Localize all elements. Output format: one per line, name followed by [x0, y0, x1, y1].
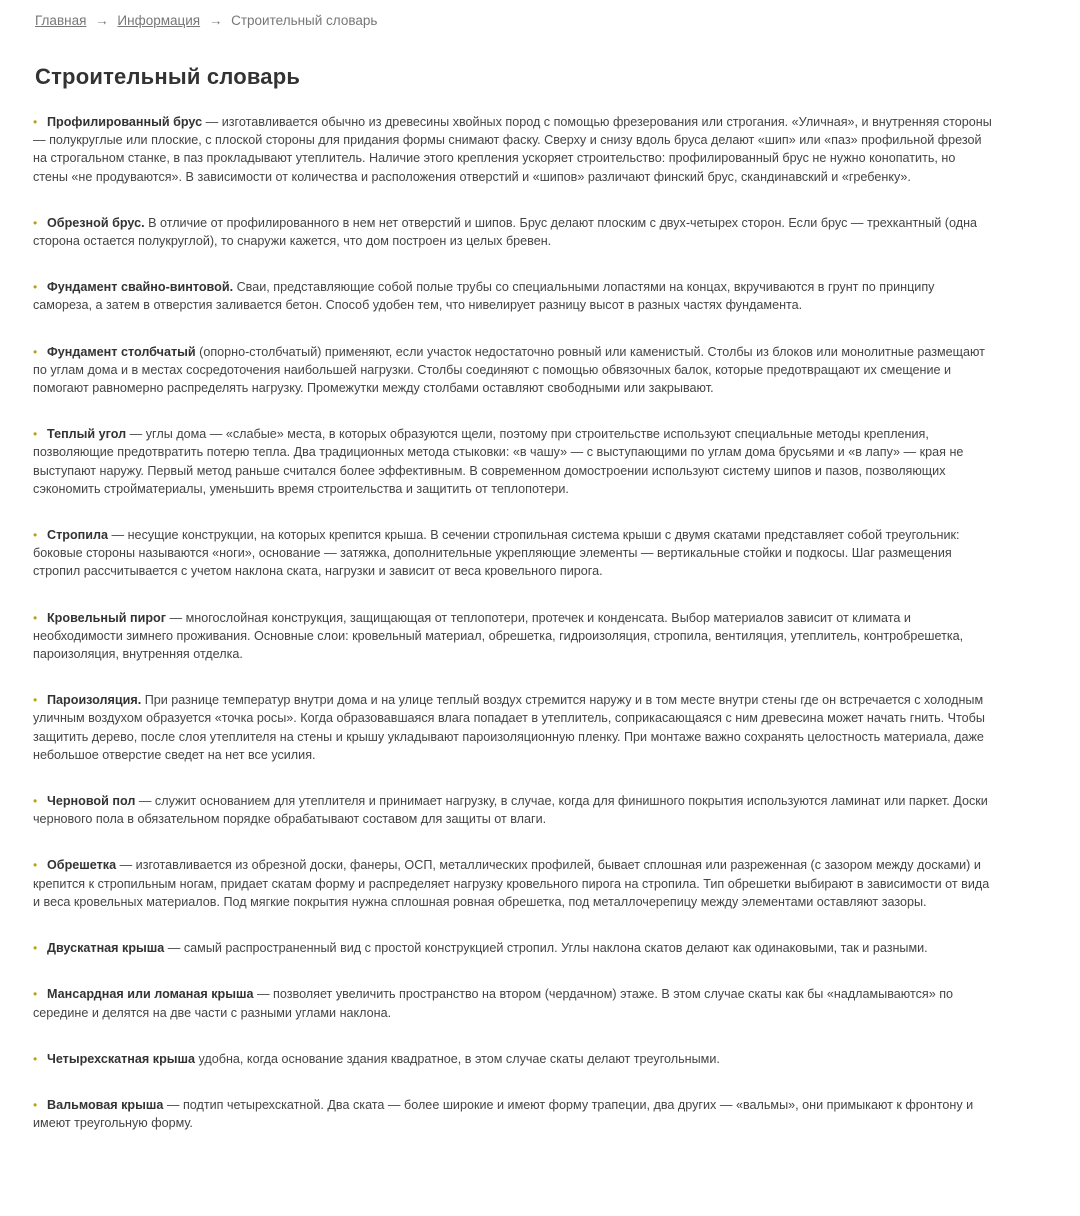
bullet-icon: • [33, 280, 38, 295]
glossary-entry [33, 856, 993, 911]
breadcrumb [35, 12, 377, 30]
glossary-definition: — многослойная конструкция, защищающая от теплопотери, протечек и конденсата. Выбор материалов зависит от климата и необходимости зимнего проживания. Основные слои: кровельный материал, обрешетка, гидроизоляция, стропила, вентиляция, утеплитель, контробрешетка, пароизоляция, внутренняя отделка. [33, 610, 964, 662]
glossary-term: Вальмовая крыша [47, 1097, 164, 1112]
bullet-icon: • [33, 528, 38, 543]
glossary-definition: (опорно-столбчатый) применяют, если участок недостаточно ровный или каменистый. Столбы из блоков или монолитные размещают по углам дома и в местах сосредоточения наибольшей нагрузки. Столбы соединяют с помощью обвязочных балок, которые предотвращают их смещение и помогают равномерно распределять нагрузку. Промежутки между столбами оставляют свободными или закрывают. [33, 344, 985, 396]
glossary-definition: В отличие от профилированного в нем нет отверстий и шипов. Брус делают плоским с двух-четырех сторон. Если брус — трехкантный (одна сторона остается полукруглой), то снаружи кажется, что дом построен из целых бревен. [33, 215, 978, 249]
glossary-term: Теплый угол [47, 427, 127, 442]
glossary-term: Мансардная или ломаная крыша [47, 987, 254, 1002]
glossary-term: Фундамент свайно-винтовой. [47, 280, 234, 295]
glossary-entry [33, 1050, 993, 1068]
glossary-definition: — несущие конструкции, на которых крепится крыша. В сечении стропильная система крыши с двумя скатами представляет собой треугольник: боковые стороны называются «ноги», основание — затяжка, дополнительные укрепляющие элементы — вертикальные стойки и подкосы. Шаг размещения стропил рассчитывается с учетом наклона ската, нагрузки и зависит от веса кровельного пирога. [33, 528, 960, 579]
glossary-definition: — служит основанием для утеплителя и принимает нагрузку, в случае, когда для финишного покрытия используются ламинат или паркет. Доски чернового пола в обязательном порядке обрабатывают составом для защиты от влаги. [33, 794, 988, 827]
glossary-term: Стропила [47, 528, 109, 543]
glossary-term: Профилированный брус [47, 115, 203, 129]
breadcrumb-link-info[interactable]: Информация [117, 13, 201, 28]
glossary-definition: — изготавливается из обрезной доски, фанеры, ОСП, металлических профилей, бывает сплошная или разреженная (с зазором между досками) и крепится к стропильным ногам, придает скатам форму и распределяет нагрузку кровельного пирога на стропила. Тип обрешетки выбирают в зависимости от вида и веса кровельных материалов. Под мягкие покрытия нужна сплошная ровная обрешетка, под металлочерепицу между элементами оставляют зазоры. [33, 858, 990, 909]
glossary-definition: — позволяет увеличить пространство на втором (чердачном) этаже. В этом случае скаты как бы «надламываются» по середине и делятся на две части с разными углами наклона. [33, 987, 954, 1020]
glossary-entry [33, 214, 993, 250]
bullet-icon: • [33, 858, 38, 873]
bullet-icon: • [33, 1051, 38, 1066]
glossary-entry [33, 609, 993, 664]
glossary-entry [33, 278, 993, 314]
glossary-entry [33, 113, 993, 186]
breadcrumb-link-home[interactable]: Главная [35, 13, 87, 28]
bullet-icon: • [33, 115, 38, 129]
glossary-definition: — самый распространенный вид с простой конструкцией стропил. Углы наклона скатов делают как одинаковыми, так и разными. [164, 941, 928, 956]
glossary-definition: — подтип четырехскатной. Два ската — более широкие и имеют форму трапеции, два других — «вальмы», они примыкают к фронтону и имеют треугольную форму. [33, 1097, 974, 1131]
bullet-icon: • [33, 215, 38, 230]
glossary-entry [33, 1096, 993, 1132]
bullet-icon: • [33, 1097, 38, 1112]
glossary-entry [33, 985, 993, 1021]
bullet-icon: • [33, 941, 38, 956]
glossary-definition: — изготавливается обычно из древесины хвойных пород с помощью фрезерования или строгания. «Уличная», и внутренняя стороны — полукруглые или плоские, с плоской стороны для придания формы снимают фаску. Сверху и снизу вдоль бруса делают «шип» или «паз» профильной фрезой на строгальном станке, в паз прокладывают утеплитель. Наличие этого крепления ускоряет строительство: профилированный брус не нужно конопатить, но стены «не продуваются». В зависимости от количества и расположения отверстий и «шипов» различают финский брус, скандинавский и «гребенку». [33, 115, 992, 184]
bullet-icon: • [33, 794, 38, 809]
bullet-icon: • [33, 693, 38, 708]
glossary-entry [33, 792, 993, 828]
breadcrumb-arrow-icon: → [208, 13, 223, 28]
glossary-list [33, 113, 993, 1160]
bullet-icon: • [33, 987, 38, 1002]
glossary-entry [33, 526, 993, 581]
glossary-term: Обрезной брус. [47, 215, 145, 230]
breadcrumb-arrow-icon: → [95, 13, 109, 28]
glossary-entry [33, 691, 993, 764]
glossary-definition: — углы дома — «слабые» места, в которых образуются щели, поэтому при строительстве используют специальные методы крепления, позволяющие предотвратить потерю тепла. Два традиционных метода стыковки: «в чашу» — с выступающими по углам дома брусьями и «в лапу» — края не выступают наружу. Первый метод раньше считался более эффективным. В современном домостроении используют систему шипов и пазов, позволяющих сэкономить стройматериалы, уменьшить время строительства и защитить от теплопотери. [33, 427, 964, 496]
glossary-term: Кровельный пирог [47, 610, 166, 625]
breadcrumb-current: Строительный словарь [231, 13, 378, 28]
glossary-entry [33, 343, 993, 398]
glossary-definition: удобна, когда основание здания квадратное, в этом случае скаты делают треугольными. [195, 1051, 720, 1066]
glossary-term: Черновой пол [47, 794, 136, 809]
glossary-definition: Сваи, представляющие собой полые трубы со специальными лопастями на концах, вкручиваются в грунт по принципу самореза, а затем в отверстия заливается бетон. Способ удобен тем, что нивелирует разницу высот в разных частях фундамента. [33, 280, 935, 313]
bullet-icon: • [33, 344, 38, 359]
glossary-definition: При разнице температур внутри дома и на улице теплый воздух стремится наружу и в том месте внутри стены где он встречается с холодным уличным воздухом образуется «точка росы». Когда образовавшаяся влага попадает в утеплитель, соприкасающаяся с ним древесина может начать гнить. Чтобы защитить дерево, после слоя утеплителя на стены и крышу укладывают пароизоляционную пленку. При монтаже важно сохранять целостность материала, даже небольшое отверстие сведет на нет все усилия. [33, 693, 985, 762]
glossary-term: Фундамент столбчатый [47, 344, 196, 359]
bullet-icon: • [33, 427, 38, 442]
glossary-term: Двускатная крыша [47, 941, 165, 956]
glossary-entry [33, 939, 993, 957]
glossary-term: Обрешетка [47, 858, 117, 873]
glossary-entry [33, 425, 993, 498]
glossary-term: Четырехскатная крыша [47, 1051, 196, 1066]
glossary-term: Пароизоляция. [47, 693, 142, 708]
page-title: Строительный словарь [35, 64, 301, 89]
bullet-icon: • [33, 610, 38, 625]
